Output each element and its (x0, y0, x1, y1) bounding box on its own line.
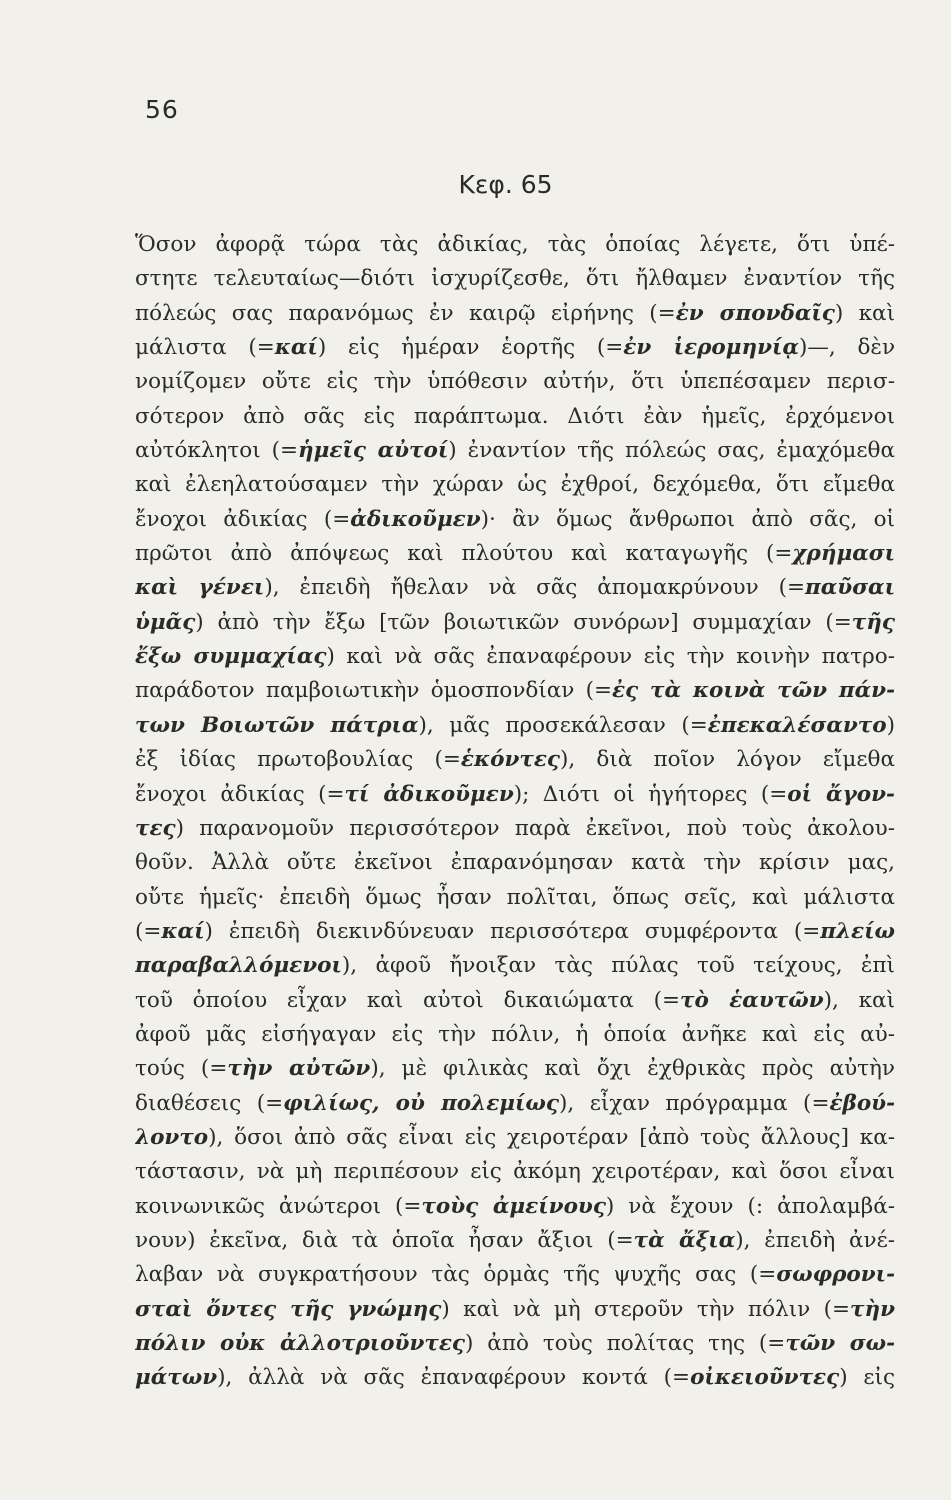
text-line (135, 743, 895, 777)
text-segment: ) εἰς ἡμέραν ἑορτῆς (= (317, 335, 624, 361)
text-line (135, 1155, 895, 1189)
text-segment: ); Διότι οἱ ἡγήτορες (= (513, 781, 788, 807)
text-segment: διαθέσεις (= (135, 1090, 284, 1116)
emphasized-text: ἑκόντες (460, 747, 560, 773)
emphasized-text: καί (161, 918, 205, 944)
text-segment: ) παρανομοῦν περισσότερον παρὰ ἐκεῖνοι, ποὺ τοὺς ἀκολου- (175, 815, 895, 841)
text-segment: ) ἐναντίον τῆς πόλεώς σας, ἐμαχόμεθα (448, 438, 895, 464)
emphasized-text: καί (274, 335, 318, 361)
emphasized-text: λοντο (135, 1124, 209, 1150)
text-line (135, 640, 895, 674)
text-segment: )—, δὲν (799, 335, 895, 361)
text-line (135, 365, 895, 399)
emphasized-text: παραβαλλόμενοι (135, 953, 342, 979)
text-line (135, 1224, 895, 1258)
text-line (135, 674, 895, 708)
text-line (135, 778, 895, 812)
emphasized-text: τῆς (851, 609, 895, 635)
text-line (135, 949, 895, 983)
text-segment: ), μᾶς προσεκάλεσαν (= (418, 712, 708, 738)
text-line (135, 1087, 895, 1121)
text-line (135, 1258, 895, 1292)
text-segment: ) καὶ νὰ μὴ στεροῦν τὴν πόλιν (= (441, 1296, 850, 1322)
emphasized-text: τί ἀδικοῦμεν (344, 781, 514, 807)
text-segment: παράδοτον παμβοιωτικὴν ὁμοσπονδίαν (= (135, 678, 613, 704)
text-line (135, 1293, 895, 1327)
text-segment: ), διὰ ποῖον λόγον εἴμεθα (560, 747, 895, 773)
body-text (135, 228, 895, 1396)
text-segment: ), ὅσοι ἀπὸ σᾶς εἶναι εἰς χειροτέραν [ἀπὸ τοὺς ἄλλους] κα- (208, 1124, 895, 1150)
text-segment: ), ἐπειδὴ ἀνέ- (735, 1227, 895, 1253)
emphasized-text: ἐς τὰ κοινὰ τῶν πάν- (612, 678, 895, 704)
text-line (135, 1361, 895, 1395)
text-line (135, 915, 895, 949)
emphasized-text: ἡμεῖς αὐτοί (298, 438, 449, 464)
text-segment: θοῦν. Ἀλλὰ οὔτε ἐκεῖνοι ἐπαρανόμησαν κατὰ τὴν κρίσιν μας, (135, 850, 895, 876)
emphasized-text: τες (135, 815, 176, 841)
text-segment: πρῶτοι ἀπὸ ἀπόψεως καὶ πλούτου καὶ καταγωγῆς (= (135, 541, 793, 567)
emphasized-text: ἀδικοῦμεν (350, 506, 481, 532)
text-line (135, 503, 895, 537)
text-segment: ) καὶ νὰ σᾶς ἐπαναφέρουν εἰς τὴν κοινὴν πατρο- (326, 644, 895, 670)
text-line (135, 984, 895, 1018)
emphasized-text: καὶ γένει (135, 575, 265, 601)
text-segment: ) νὰ ἔχουν (: ἀπολαμβά- (605, 1193, 895, 1219)
text-line (135, 331, 895, 365)
emphasized-text: τοὺς ἀμείνους (421, 1193, 606, 1219)
emphasized-text: τὴν (849, 1296, 895, 1322)
text-segment: ), εἶχαν πρόγραμμα (= (559, 1090, 830, 1116)
text-line (135, 846, 895, 880)
text-segment: τούς (= (135, 1056, 228, 1082)
emphasized-text: ἐν σπονδαῖς (675, 300, 835, 326)
text-segment: καὶ ἐλεηλατούσαμεν τὴν χώραν ὡς ἐχθροί, δεχόμεθα, ὅτι εἴμεθα (135, 472, 895, 498)
emphasized-text: τὰ ἄξια (633, 1227, 736, 1253)
emphasized-text: ἔξω συμμαχίας (135, 644, 327, 670)
text-line (135, 1190, 895, 1224)
text-segment: ), ἐπειδὴ ἤθελαν νὰ σᾶς ἀπομακρύνουν (= (264, 575, 805, 601)
text-segment: μάλιστα (= (135, 335, 275, 361)
text-line (135, 606, 895, 640)
text-segment: σότερον ἀπὸ σᾶς εἰς παράπτωμα. Διότι ἐὰν ἡμεῖς, ἐρχόμενοι (135, 403, 895, 429)
emphasized-text: πλείω (820, 918, 895, 944)
text-line (135, 812, 895, 846)
text-line (135, 1327, 895, 1361)
text-segment: ) (886, 712, 895, 738)
text-segment: ἔνοχοι ἀδικίας (= (135, 506, 351, 532)
emphasized-text: παῦσαι (805, 575, 895, 601)
text-segment: ἔνοχοι ἀδικίας (= (135, 781, 345, 807)
text-segment: (= (135, 918, 162, 944)
text-segment: τάστασιν, νὰ μὴ περιπέσουν εἰς ἀκόμη χειροτέραν, καὶ ὅσοι εἶναι (135, 1159, 895, 1185)
text-line (135, 1121, 895, 1155)
emphasized-text: μάτων (135, 1365, 218, 1391)
text-line (135, 1018, 895, 1052)
emphasized-text: τῶν σω- (785, 1331, 895, 1356)
text-line (135, 297, 895, 331)
text-line (135, 537, 895, 571)
text-segment: ) ἀπὸ τὴν ἔξω [τῶν βοιωτικῶν συνόρων] συμμαχίαν (= (195, 609, 852, 635)
text-line (135, 262, 895, 296)
text-segment: ἀφοῦ μᾶς εἰσήγαγαν εἰς τὴν πόλιν, ἡ ὁποία ἀνῆκε καὶ εἰς αὐ- (135, 1021, 895, 1047)
text-line (135, 434, 895, 468)
text-segment: λαβαν νὰ συγκρατήσουν τὰς ὁρμὰς τῆς ψυχῆς σας (= (135, 1262, 777, 1288)
emphasized-text: οἰκειοῦντες (690, 1365, 840, 1391)
text-line (135, 571, 895, 605)
text-segment: ), μὲ φιλικὰς καὶ ὄχι ἐχθρικὰς πρὸς αὐτὴν (370, 1056, 895, 1082)
text-line (135, 1052, 895, 1086)
text-line (135, 881, 895, 915)
emphasized-text: σταὶ ὄντες τῆς γνώμης (135, 1296, 442, 1322)
emphasized-text: οἱ ἄγον- (787, 781, 895, 807)
text-segment: ), ἀφοῦ ἤνοιξαν τὰς πύλας τοῦ τείχους, ἐπὶ (341, 953, 895, 979)
text-segment: ) ἐπειδὴ διεκινδύνευαν περισσότερα συμφέροντα (= (204, 918, 821, 944)
text-segment: ) καὶ (834, 300, 895, 326)
text-segment: πόλεώς σας παρανόμως ἐν καιρῷ εἰρήνης (= (135, 300, 676, 326)
emphasized-text: σωφρονι- (776, 1262, 895, 1288)
text-line (135, 228, 895, 262)
emphasized-text: ἐβού- (829, 1090, 895, 1116)
text-segment: ) ἀπὸ τοὺς πολίτας της (= (465, 1331, 786, 1356)
emphasized-text: ὑμᾶς (135, 609, 196, 635)
emphasized-text: ἐπεκαλέσαντο (707, 712, 887, 738)
emphasized-text: τὴν αὐτῶν (227, 1056, 371, 1082)
text-segment: )· ἂν ὅμως ἄνθρωποι ἀπὸ σᾶς, οἱ (480, 506, 895, 532)
text-segment: νουν) ἐκεῖνα, διὰ τὰ ὁποῖα ἦσαν ἄξιοι (= (135, 1227, 634, 1253)
emphasized-text: πόλιν οὐκ ἀλλοτριοῦντες (135, 1331, 465, 1356)
text-segment: κοινωνικῶς ἀνώτεροι (= (135, 1193, 422, 1219)
text-segment: αὐτόκλητοι (= (135, 438, 299, 464)
text-segment: ἐξ ἰδίας πρωτοβουλίας (= (135, 747, 461, 773)
text-segment: νομίζομεν οὔτε εἰς τὴν ὑπόθεσιν αὐτήν, ὅτι ὑπεπέσαμεν περισ- (135, 369, 895, 395)
emphasized-text: ἐν ἱερομηνίᾳ (623, 335, 800, 361)
text-line (135, 400, 895, 434)
text-segment: οὔτε ἡμεῖς· ἐπειδὴ ὅμως ἦσαν πολῖται, ὅπως σεῖς, καὶ μάλιστα (135, 884, 895, 910)
chapter-heading: Κεφ. 65 (458, 170, 553, 199)
text-segment: ) εἰς (839, 1365, 895, 1391)
page-number: 56 (145, 95, 179, 124)
emphasized-text: χρήμασι (792, 541, 895, 567)
text-segment: στητε τελευταίως—διότι ἰσχυρίζεσθε, ὅτι ἤλθαμεν ἐναντίον τῆς (135, 266, 895, 292)
emphasized-text: τὸ ἑαυτῶν (680, 987, 824, 1013)
text-line (135, 468, 895, 502)
text-segment: Ὅσον ἀφορᾷ τώρα τὰς ἀδικίας, τὰς ὁποίας λέγετε, ὅτι ὑπέ- (135, 232, 895, 257)
text-segment: τοῦ ὁποίου εἶχαν καὶ αὐτοὶ δικαιώματα (= (135, 987, 680, 1013)
emphasized-text: φιλίως, οὐ πολεμίως (283, 1090, 559, 1116)
emphasized-text: των Βοιωτῶν πάτρια (135, 712, 419, 738)
text-line (135, 709, 895, 743)
text-segment: ), καὶ (823, 987, 895, 1013)
text-segment: ), ἀλλὰ νὰ σᾶς ἐπαναφέρουν κοντά (= (217, 1365, 691, 1391)
